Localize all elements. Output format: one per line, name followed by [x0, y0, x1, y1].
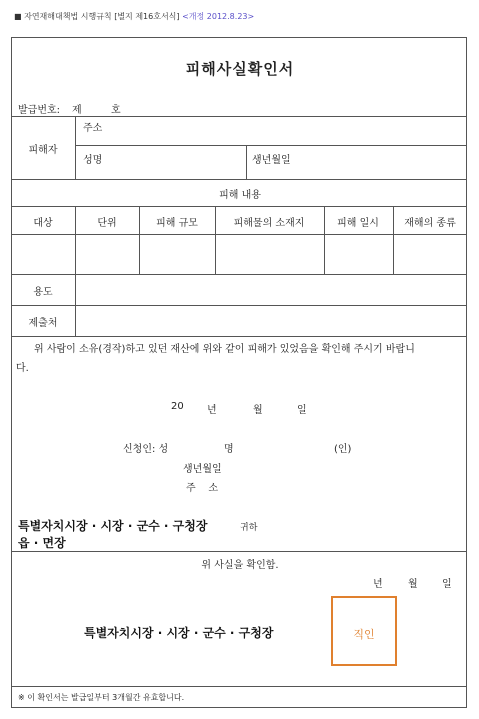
addressee-line-2: 읍 · 면장 — [18, 536, 66, 550]
issue-number-prefix: 제 — [72, 105, 82, 116]
divider — [75, 145, 466, 146]
victim-label: 피해자 — [28, 145, 58, 156]
column-header: 피해 규모 — [156, 218, 198, 229]
name-label: 성명 — [83, 155, 103, 166]
issue-number-label: 발급번호: — [18, 105, 61, 116]
date-year: 년 — [207, 405, 217, 416]
official-seal-label: 직인 — [353, 628, 375, 641]
issuing-authority: 특별자치시장 · 시장 · 군수 · 구청장 — [84, 626, 274, 640]
address-label: 주소 — [83, 123, 103, 134]
confirm-day: 일 — [442, 579, 452, 590]
divider — [12, 116, 466, 117]
submit-to-label: 제출처 — [28, 318, 58, 329]
damage-confirmation-form — [11, 37, 467, 708]
applicant-birth-label: 생년월일 — [183, 464, 222, 475]
column-header: 피해 일시 — [337, 218, 379, 229]
date-month: 월 — [253, 405, 263, 416]
issue-number-suffix: 호 — [111, 105, 121, 116]
request-statement: 위 사람이 소유(경작)하고 있던 재산에 위와 같이 피해가 있었음을 확인해 주시기 바랍니 — [34, 344, 415, 355]
divider — [75, 116, 76, 179]
form-header — [14, 11, 254, 22]
birth-date-label: 생년월일 — [252, 155, 291, 166]
confirm-year: 년 — [373, 579, 383, 590]
applicant-address-label: 주 소 — [186, 483, 219, 494]
applicant-label: 신청인: 성 — [123, 444, 169, 455]
damage-section-label: 피해 내용 — [219, 190, 261, 201]
column-header: 단위 — [97, 218, 117, 229]
column-header: 재해의 종류 — [404, 218, 456, 229]
divider — [75, 206, 76, 336]
column-header: 피해물의 소재지 — [233, 218, 305, 229]
validity-footnote: ※ 이 확인서는 발급일부터 3개월간 유효합니다. — [18, 693, 185, 702]
applicant-seal: (인) — [334, 444, 352, 455]
addressee-line-1: 특별자치시장 · 시장 · 군수 · 구청장 — [18, 519, 208, 533]
divider — [12, 179, 466, 180]
divider — [12, 234, 466, 235]
applicant-name-suffix: 명 — [224, 444, 234, 455]
addressee-honorific: 귀하 — [240, 523, 258, 533]
official-seal-box — [331, 596, 397, 666]
request-statement-end: 다. — [16, 363, 29, 374]
divider — [12, 336, 466, 337]
divider — [12, 274, 466, 275]
divider — [12, 551, 466, 552]
divider — [12, 206, 466, 207]
confirmation-statement: 위 사실을 확인함. — [201, 560, 279, 571]
divider — [139, 206, 140, 274]
divider — [215, 206, 216, 274]
confirm-month: 월 — [408, 579, 418, 590]
divider — [393, 206, 394, 274]
form-title: 피해사실확인서 — [185, 60, 295, 78]
column-header: 대상 — [33, 218, 53, 229]
form-reference: ■ 자연재해대책법 시행규칙 [별지 제16호서식] — [14, 12, 180, 21]
divider — [324, 206, 325, 274]
date-day: 일 — [297, 405, 307, 416]
date-year-prefix: 20 — [171, 401, 184, 412]
divider — [12, 686, 466, 687]
purpose-label: 용도 — [33, 287, 53, 298]
divider — [246, 145, 247, 179]
revision-date: <개정 2012.8.23> — [182, 12, 255, 21]
divider — [12, 305, 466, 306]
